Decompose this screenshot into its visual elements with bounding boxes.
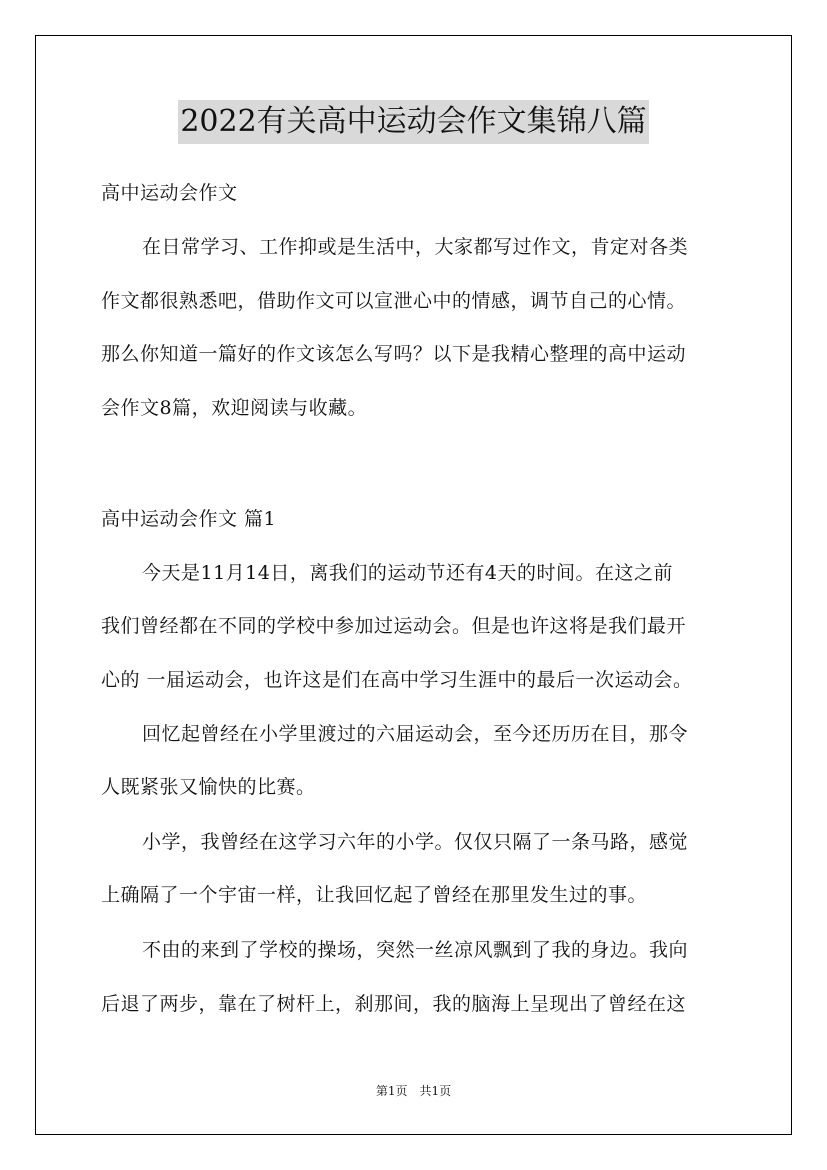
essay-1-line-5: 人既紧张又愉快的比赛。 bbox=[101, 776, 316, 798]
essay-1-line-7: 上确隔了一个宇宙一样，让我回忆起了曾经在那里发生过的事。 bbox=[101, 884, 648, 906]
intro-line-4: 会作文8篇，欢迎阅读与收藏。 bbox=[101, 397, 368, 419]
essay-1-line-6: 小学，我曾经在这学习六年的小学。仅仅只隔了一条马路，感觉 bbox=[142, 831, 689, 853]
essay-1-line-9: 后退了两步，靠在了树杆上，刹那间，我的脑海上呈现出了曾经在这 bbox=[101, 993, 687, 1015]
section-heading: 高中运动会作文 bbox=[101, 182, 238, 204]
essay-1-heading: 高中运动会作文 篇1 bbox=[101, 508, 277, 530]
document-title: 2022有关高中运动会作文集锦八篇 bbox=[178, 100, 648, 144]
essay-1-line-8: 不由的来到了学校的操场，突然一丝凉风飘到了我的身边。我向 bbox=[142, 939, 689, 961]
title-container bbox=[0, 100, 827, 144]
intro-line-2: 作文都很熟悉吧，借助作文可以宣泄心中的情感，调节自己的心情。 bbox=[101, 290, 687, 312]
essay-1-line-2: 我们曾经都在不同的学校中参加过运动会。但是也许这将是我们最开 bbox=[101, 615, 687, 637]
essay-1-line-4: 回忆起曾经在小学里渡过的六届运动会，至今还历历在目，那令 bbox=[142, 723, 689, 745]
essay-1-line-1: 今天是11月14日，离我们的运动节还有4天的时间。在这之前 bbox=[142, 562, 673, 584]
intro-line-1: 在日常学习、工作抑或是生活中，大家都写过作文，肯定对各类 bbox=[142, 236, 689, 258]
intro-line-3: 那么你知道一篇好的作文该怎么写吗？以下是我精心整理的高中运动 bbox=[101, 343, 687, 365]
page-footer: 第1页 共1页 bbox=[375, 1084, 452, 1098]
essay-1-line-3: 心的 一届运动会，也许这是们在高中学习生涯中的最后一次运动会。 bbox=[101, 669, 693, 691]
